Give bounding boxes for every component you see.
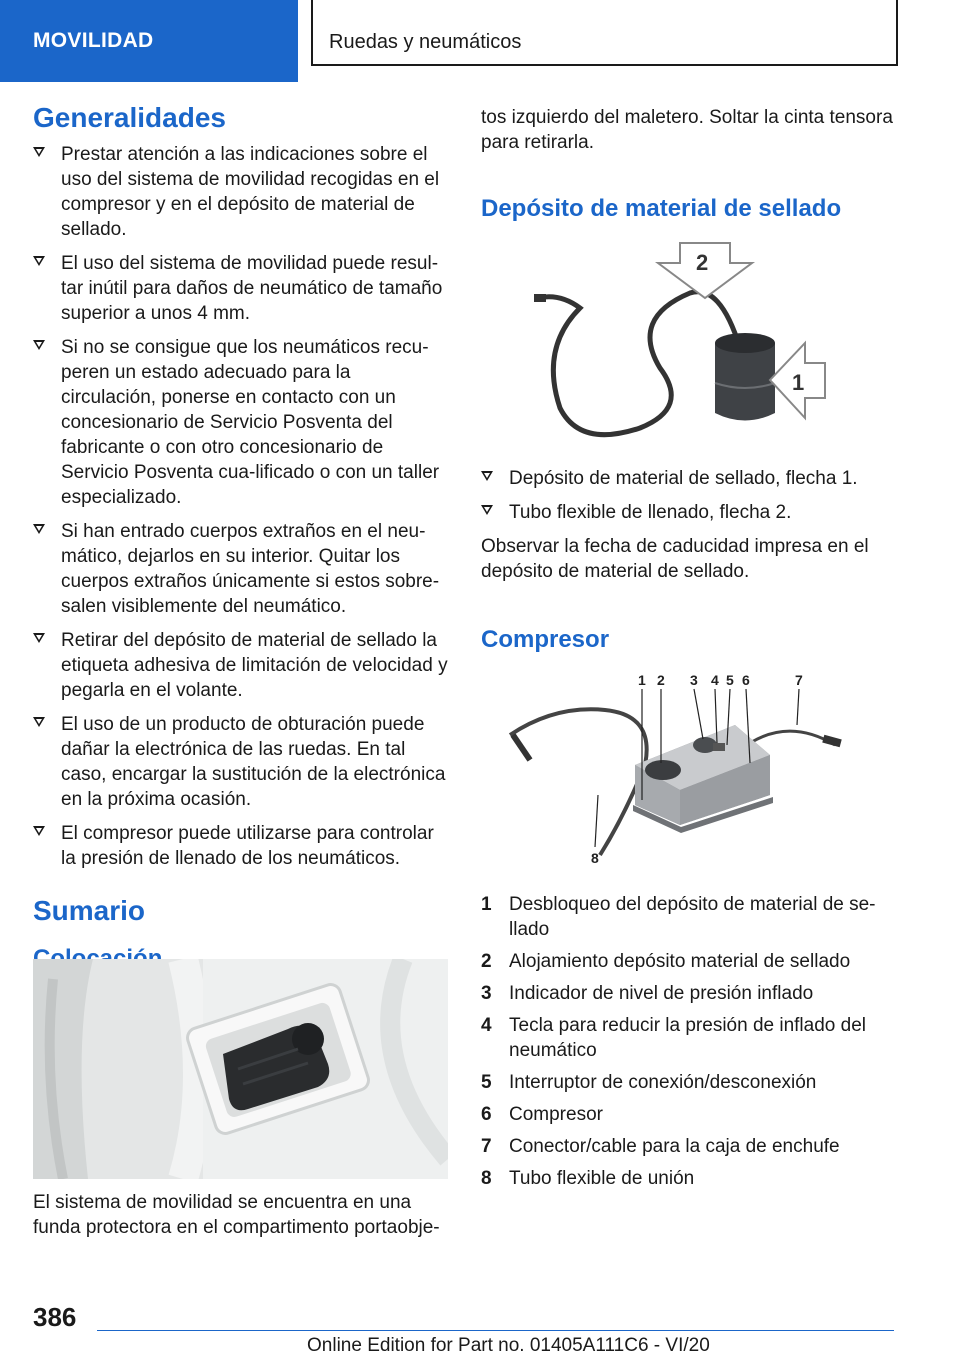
right-column <box>481 105 896 225</box>
general-bullet-list <box>33 142 448 871</box>
list-item-text: Prestar atención a las indicaciones sobre el uso del sistema de movilidad recogidas en el compresor y en el depósito de material de sellado. <box>61 144 440 240</box>
sealant-bullet-list <box>481 466 896 525</box>
item-text: Indicador de nivel de presión inflado <box>509 983 814 1004</box>
sealant-container-figure <box>520 238 840 448</box>
item-text: Tubo flexible de unión <box>509 1168 695 1189</box>
callout-7: 7 <box>795 672 803 688</box>
list-item-text: Tubo flexible de llenado, flecha 2. <box>509 502 792 523</box>
item-text: Interruptor de conexión/desconexión <box>509 1072 817 1093</box>
list-item-text: Depósito de material de sellado, flecha 1. <box>509 468 858 489</box>
list-item <box>33 335 448 510</box>
item-number: 1 <box>481 894 492 915</box>
list-item <box>33 142 448 242</box>
item-number: 5 <box>481 1072 492 1093</box>
callout-1: 1 <box>638 672 646 688</box>
list-item-text: Si no se consigue que los neumáticos recu-peren un estado adecuado para la circulación, ponerse en contacto con un concesionario de Servicio Posventa del fabricante o con otro concesionario de Servicio Posventa cua-lificado o con un taller especializado. <box>61 337 440 508</box>
list-item-text: El uso de un producto de obturación puede dañar la electrónica de las ruedas. En tal caso, encargar la sustitución de la electrónica en la próxima ocasión. <box>61 714 446 810</box>
continued-paragraph: tos izquierdo del maletero. Soltar la cinta tensora para retirarla. <box>481 107 893 153</box>
list-item <box>481 500 896 525</box>
item-text: Compresor <box>509 1104 603 1125</box>
heading-deposito-sellado: Depósito de material de sellado <box>481 195 842 222</box>
page-number: 386 <box>33 1302 77 1332</box>
callout-6: 6 <box>742 672 750 688</box>
callout-2: 2 <box>657 672 665 688</box>
compressor-legend <box>481 892 896 1198</box>
list-item <box>33 712 448 812</box>
item-number: 2 <box>481 951 492 972</box>
heading-sumario: Sumario <box>33 895 146 926</box>
triangle-bullet-icon <box>33 524 45 534</box>
item-number: 8 <box>481 1168 492 1189</box>
item-text: Desbloqueo del depósito de material de se-llado <box>509 894 876 940</box>
list-item <box>33 519 448 619</box>
section-title: MOVILIDAD <box>33 29 154 52</box>
compressor-illustration <box>505 665 850 870</box>
left-column <box>33 100 448 975</box>
item-number: 4 <box>481 1015 492 1036</box>
trunk-compartment-image <box>33 959 448 1179</box>
sealant-info-block <box>481 466 896 656</box>
list-item-text: El uso del sistema de movilidad puede resul-tar inútil para daños de neumático de tamaño superior a unos 4 mm. <box>61 253 443 324</box>
list-item <box>481 1013 896 1063</box>
chapter-title: Ruedas y neumáticos <box>329 31 522 53</box>
list-item-text: El compresor puede utilizarse para controlar la presión de llenado de los neumáticos. <box>61 823 434 869</box>
heading-generalidades: Generalidades <box>33 102 226 133</box>
triangle-bullet-icon <box>481 471 493 481</box>
location-text-block <box>33 1190 448 1240</box>
triangle-bullet-icon <box>33 340 45 350</box>
heading-compresor: Compresor <box>481 626 610 653</box>
list-item <box>481 1070 896 1095</box>
list-item <box>481 892 896 942</box>
footer-edition: Online Edition for Part no. 01405A111C6 - VI/20 <box>307 1335 710 1356</box>
callout-8: 8 <box>591 850 599 866</box>
compressor-figure <box>505 665 850 870</box>
list-item <box>481 1166 896 1191</box>
compressor-numbered-list <box>481 892 896 1191</box>
list-item <box>33 251 448 326</box>
item-text: Conector/cable para la caja de enchufe <box>509 1136 840 1157</box>
triangle-bullet-icon <box>33 633 45 643</box>
list-item <box>33 821 448 871</box>
item-number: 3 <box>481 983 492 1004</box>
trunk-location-photo <box>33 959 448 1179</box>
triangle-bullet-icon <box>33 826 45 836</box>
list-item-text: Retirar del depósito de material de sellado la etiqueta adhesiva de limitación de velocidad y pegarla en el volante. <box>61 630 448 701</box>
arrow-label-2: 2 <box>696 250 709 275</box>
list-item <box>481 1102 896 1127</box>
list-item <box>481 981 896 1006</box>
list-item-text: Si han entrado cuerpos extraños en el neu-mático, dejarlos en su interior. Quitar los cuerpos extraños únicamente si estos sobre-salen visiblemente del neumático. <box>61 521 440 617</box>
arrow-label-1: 1 <box>792 370 805 395</box>
item-number: 7 <box>481 1136 492 1157</box>
triangle-bullet-icon <box>33 256 45 266</box>
list-item <box>481 1134 896 1159</box>
callout-4: 4 <box>711 672 719 688</box>
list-item <box>33 628 448 703</box>
list-item <box>481 949 896 974</box>
callout-3: 3 <box>690 672 698 688</box>
list-item <box>481 466 896 491</box>
sealant-note: Observar la fecha de caducidad impresa en el depósito de material de sellado. <box>481 536 869 582</box>
location-paragraph: El sistema de movilidad se encuentra en una funda protectora en el compartimento portaobje- <box>33 1192 440 1238</box>
callout-5: 5 <box>726 672 734 688</box>
item-number: 6 <box>481 1104 492 1125</box>
triangle-bullet-icon <box>33 717 45 727</box>
section-tab <box>0 0 298 82</box>
item-text: Alojamiento depósito material de sellado <box>509 951 851 972</box>
triangle-bullet-icon <box>481 505 493 515</box>
item-text: Tecla para reducir la presión de inflado del neumático <box>509 1015 866 1061</box>
footer-divider <box>97 1330 894 1331</box>
chapter-tab <box>311 0 898 66</box>
triangle-bullet-icon <box>33 147 45 157</box>
sealant-container-illustration <box>520 238 840 448</box>
